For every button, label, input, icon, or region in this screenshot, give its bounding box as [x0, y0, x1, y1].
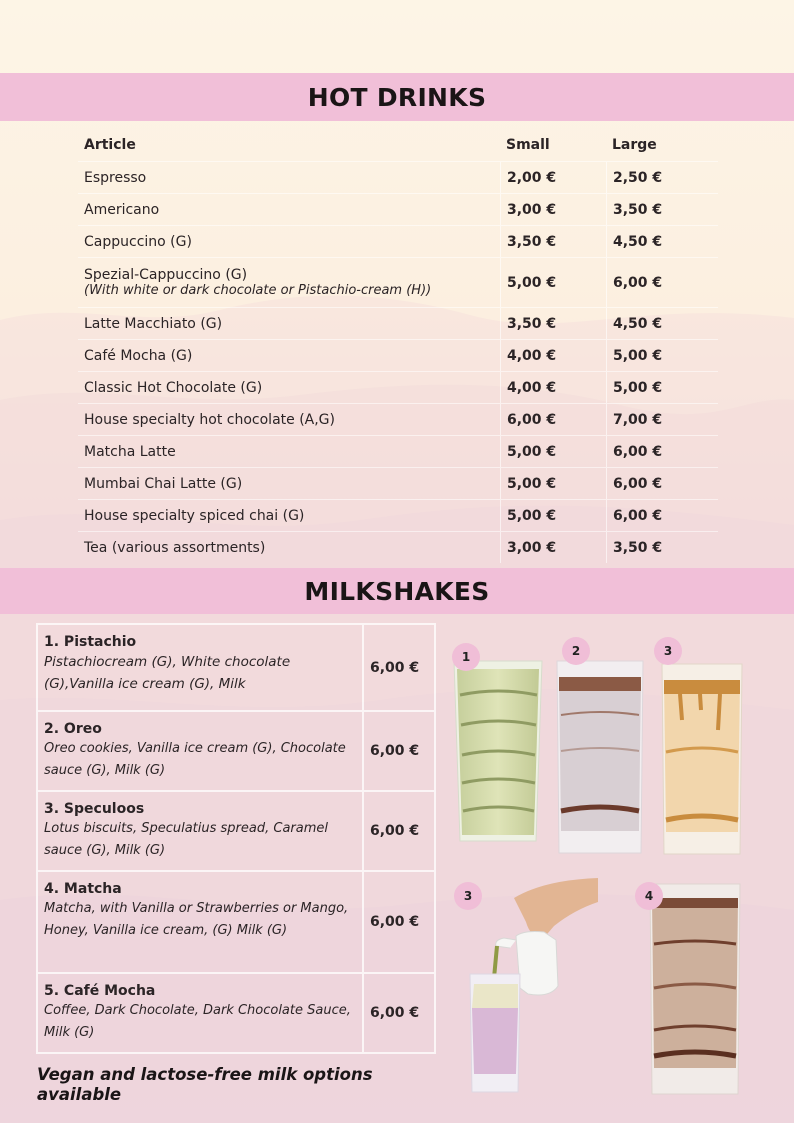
table-row	[78, 371, 718, 403]
list-item	[38, 790, 434, 870]
drink-name-cell	[78, 267, 500, 298]
price-large: 6,00 €	[606, 436, 718, 467]
drink-name: House specialty spiced chai (G)	[84, 507, 305, 524]
price-large: 4,50 €	[606, 308, 718, 339]
hot-drinks-header-row	[78, 129, 718, 161]
drink-name: House specialty hot chocolate (A,G)	[84, 411, 335, 428]
header-article: Article	[84, 137, 136, 153]
milkshake-description	[38, 872, 364, 972]
price-large: 3,50 €	[606, 532, 718, 563]
drink-note: (With white or dark chocolate or Pistachio-cream (H))	[84, 283, 432, 298]
photo-badge: 4	[635, 882, 663, 910]
milkshake-price: 6,00 €	[370, 823, 420, 839]
table-row	[78, 403, 718, 435]
table-row	[78, 467, 718, 499]
price-small: 5,00 €	[500, 500, 606, 531]
table-row	[78, 307, 718, 339]
table-row	[78, 531, 718, 563]
price-small: 4,00 €	[500, 340, 606, 371]
price-small: 6,00 €	[500, 404, 606, 435]
matcha-pouring-photo	[464, 878, 600, 1098]
price-small: 5,00 €	[500, 436, 606, 467]
header-small: Small	[506, 137, 550, 153]
drink-name: Mumbai Chai Latte (G)	[84, 475, 243, 492]
photo-badge: 3	[654, 637, 682, 665]
drink-name: Latte Macchiato (G)	[84, 315, 223, 332]
price-small: 3,50 €	[500, 308, 606, 339]
photo-badge: 2	[562, 637, 590, 665]
price-large: 4,50 €	[606, 226, 718, 257]
milkshake-price: 6,00 €	[370, 659, 420, 676]
price-small: 3,00 €	[500, 532, 606, 563]
price-large: 2,50 €	[606, 162, 718, 193]
milkshake-description	[38, 792, 364, 870]
milkshake-title: 2. Oreo	[44, 721, 102, 737]
milkshake-price: 6,00 €	[370, 743, 420, 759]
drink-name: Café Mocha (G)	[84, 347, 193, 364]
milkshake-description	[38, 712, 364, 790]
milkshake-price: 6,00 €	[370, 1005, 420, 1021]
oreo-shake-photo	[555, 655, 645, 857]
milkshake-title: 3. Speculoos	[44, 801, 145, 817]
list-item	[38, 972, 434, 1052]
milkshakes-banner	[0, 568, 794, 614]
milkshake-title: 1. Pistachio	[44, 634, 137, 650]
drink-name: Spezial-Cappuccino (G)	[84, 267, 248, 283]
price-large: 6,00 €	[606, 258, 718, 307]
table-row	[78, 339, 718, 371]
milkshake-price: 6,00 €	[370, 914, 420, 930]
price-large: 6,00 €	[606, 468, 718, 499]
price-small: 3,00 €	[500, 194, 606, 225]
milkshakes-title: MILKSHAKES	[304, 576, 490, 606]
milkshake-description	[38, 625, 364, 710]
table-row	[78, 499, 718, 531]
milkshake-title: 4. Matcha	[44, 881, 122, 897]
drink-name: Espresso	[84, 169, 147, 186]
photo-badge: 3	[454, 882, 482, 910]
price-small: 4,00 €	[500, 372, 606, 403]
cafe-mocha-shake-photo	[648, 880, 742, 1098]
list-item	[38, 625, 434, 710]
price-small: 5,00 €	[500, 468, 606, 499]
milkshake-title: 5. Café Mocha	[44, 983, 156, 999]
hot-drinks-title: HOT DRINKS	[307, 82, 487, 112]
hot-drinks-table	[78, 129, 718, 563]
table-row	[78, 193, 718, 225]
milkshake-ingredients: Pistachiocream (G), White chocolate (G),Vanilla ice cream (G), Milk	[44, 654, 291, 692]
price-large: 5,00 €	[606, 340, 718, 371]
speculoos-shake-photo	[660, 660, 744, 858]
milkshake-ingredients: Lotus biscuits, Speculatius spread, Caramel sauce (G), Milk (G)	[44, 821, 329, 858]
table-row	[78, 161, 718, 193]
drink-name: Matcha Latte	[84, 443, 176, 460]
pistachio-shake-photo	[452, 655, 544, 847]
milkshake-ingredients: Coffee, Dark Chocolate, Dark Chocolate Sauce, Milk (G)	[44, 1003, 351, 1040]
drink-name: Tea (various assortments)	[84, 539, 266, 556]
photo-badge: 1	[452, 643, 480, 671]
price-small: 3,50 €	[500, 226, 606, 257]
milkshake-ingredients: Oreo cookies, Vanilla ice cream (G), Chocolate sauce (G), Milk (G)	[44, 741, 346, 778]
table-row	[78, 257, 718, 307]
table-row	[78, 225, 718, 257]
milkshake-description	[38, 974, 364, 1052]
milkshakes-table	[36, 623, 436, 1054]
list-item	[38, 870, 434, 972]
drink-name: Classic Hot Chocolate (G)	[84, 379, 263, 396]
drink-name: Americano	[84, 201, 160, 218]
hot-drinks-banner	[0, 73, 794, 121]
header-large: Large	[612, 137, 657, 153]
vegan-note: Vegan and lactose-free milk options available	[37, 1065, 373, 1104]
list-item	[38, 710, 434, 790]
price-large: 6,00 €	[606, 500, 718, 531]
drink-name: Cappuccino (G)	[84, 233, 192, 250]
price-large: 5,00 €	[606, 372, 718, 403]
price-small: 2,00 €	[500, 162, 606, 193]
price-small: 5,00 €	[500, 258, 606, 307]
price-large: 7,00 €	[606, 404, 718, 435]
milkshake-ingredients: Matcha, with Vanilla or Strawberries or Mango, Honey, Vanilla ice cream, (G) Milk (G)	[44, 901, 349, 938]
price-large: 3,50 €	[606, 194, 718, 225]
table-row	[78, 435, 718, 467]
